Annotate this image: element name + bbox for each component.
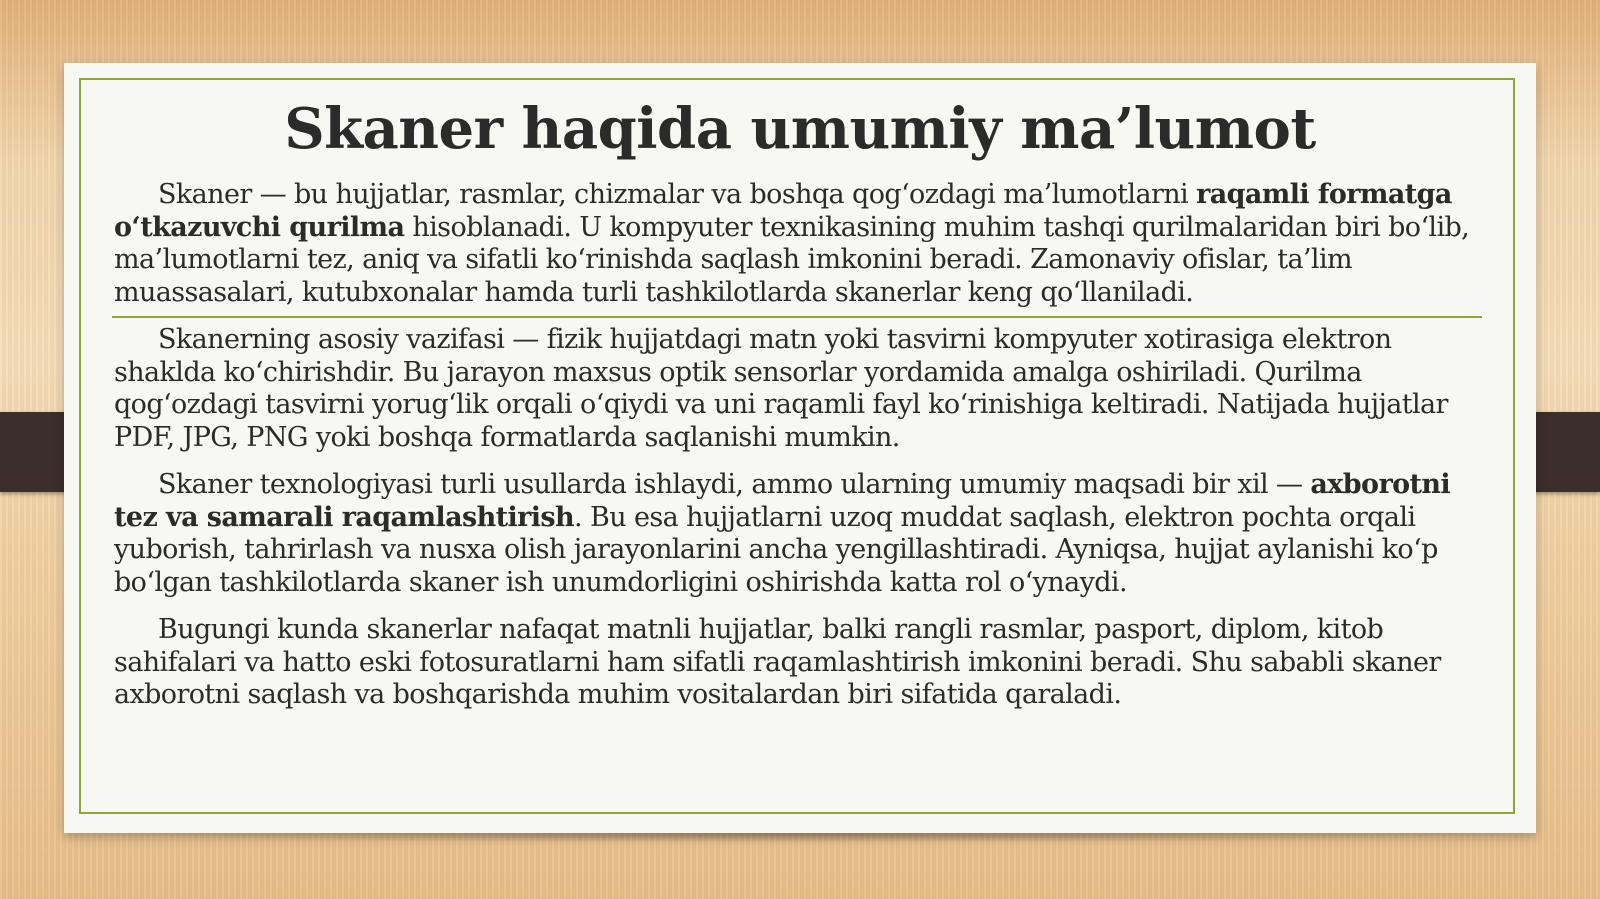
paragraph-2: Skanerning asosiy vazifasi — fizik hujjatdagi matn yoki tasvirni kompyuter xotirasiga elektron shaklda ko‘chirishdir. Bu jarayon maxsus optik sensorlar yordamida amalga oshiriladi. Qurilma qog‘ozdagi tasvirni yorug‘lik orqali o‘qiydi va uni raqamli fayl ko‘rinishiga keltiradi. Natijada hujjatlar PDF, JPG, PNG yoki boshqa formatlarda saqlanishi mumkin. bbox=[114, 324, 1448, 453]
paragraph-3: Skaner texnologiyasi turli usullarda ishlaydi, ammo ularning umumiy maqsadi bir xil — axborotni tez va samarali raqamlashtirish. Bu esa hujjatlarni uzoq muddat saqlash, elektron pochta orqali yuborish, tahrirlash va nusxa olish jarayonlarini ancha yengillashtiradi. Ayniqsa, hujjat aylanishi ko‘p bo‘lgan tashkilotlarda skaner ish unumdorligini oshirishda katta rol o‘ynaydi. bbox=[114, 469, 1451, 598]
slide-body bbox=[114, 179, 1494, 727]
paragraph-4: Bugungi kunda skanerlar nafaqat matnli hujjatlar, balki rangli rasmlar, pasport, diplom, kitob sahifalari va hatto eski fotosuratlarni ham sifatli raqamlashtirish imkonini beradi. Shu sababli skaner axborotni saqlash va boshqarishda muhim vositalardan biri sifatida qaraladi. bbox=[114, 614, 1441, 710]
slide-title: Skaner haqida umumiy ma’lumot bbox=[284, 96, 1316, 162]
paragraph-1-emphasis: raqamli formatga o‘tkazuvchi qurilma bbox=[114, 179, 1452, 243]
slide-paper bbox=[64, 63, 1536, 833]
paragraph-3-emphasis: axborotni tez va samarali raqamlashtirish bbox=[114, 469, 1451, 533]
paragraph-1: Skaner — bu hujjatlar, rasmlar, chizmalar va boshqa qog‘ozdagi ma’lumotlarni raqamli formatga o‘tkazuvchi qurilma hisoblanadi. U kompyuter texnikasining muhim tashqi qurilmalaridan biri bo‘lib, ma’lumotlarni tez, aniq va sifatli ko‘rinishda saqlash imkonini beradi. Zamonaviy ofislar, ta’lim muassasalari, kutubxonalar hamda turli tashkilotlarda skanerlar keng qo‘llaniladi. bbox=[114, 179, 1470, 308]
